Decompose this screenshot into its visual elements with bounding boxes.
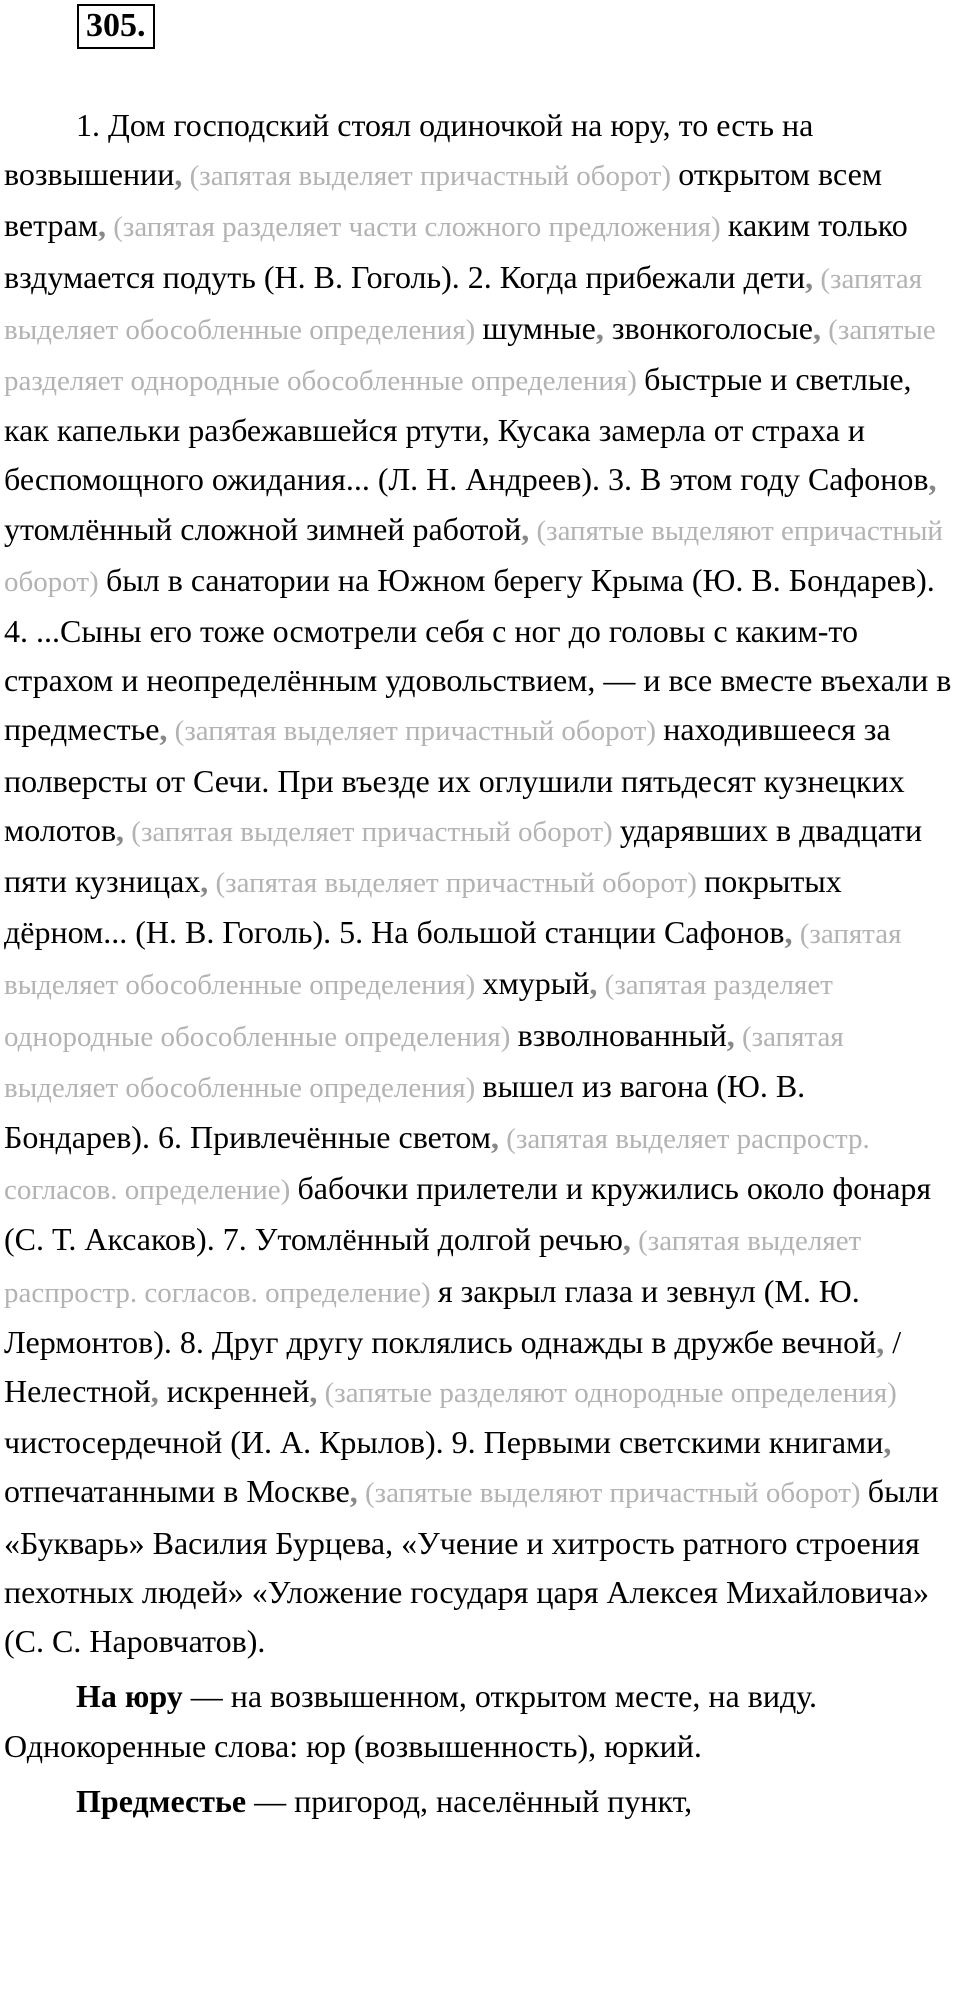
sentence-text: я закрыл глаза и зевнул (М. Ю. Лермонтов). 8. Друг другу поклялись однажды в дружбе вечной [4,1272,877,1360]
highlighted-comma: , [805,258,814,295]
punctuation-note: (запятая выделяет причастный оборот) [124,815,620,848]
highlighted-comma: , [876,1323,885,1360]
sentence-text: шумные [482,309,596,346]
punctuation-note: (запятая выделяет обособленные определения) [4,918,902,1002]
highlighted-comma: , [97,207,106,244]
sentence-text: хмурый [482,965,590,1002]
sentence-text: открытом всем ветрам [4,156,883,244]
definition-term: На юру [76,1678,183,1715]
sentence-text: были «Букварь» Василия Бурцева, «Учение и хитрость ратного строения пехотных людей» «Уложение государя царя Алексея Михайловича» (С. С. Наровчатов). [4,1473,939,1660]
sentence-text: / Нелестной [4,1323,902,1410]
sentence-text: ударявших в двадцати пяти кузницах [4,811,923,900]
definition [4,1672,954,1770]
highlighted-comma: , [928,461,937,498]
punctuation-note: (запятая выделяет обособленные определения) [4,262,923,346]
definition-text: — пригород, населённый пункт, [246,1782,693,1819]
punctuation-note: (запятая разделяет однородные обособленные определения) [4,969,833,1053]
punctuation-note: (запятая выделяет распростр. согласов. определение) [4,1123,870,1207]
punctuation-note: (запятые разделяет однородные обособленные определения) [4,313,936,398]
highlighted-comma: , [784,914,793,951]
highlighted-comma: , [309,1373,318,1410]
highlighted-comma: , [595,309,604,346]
sentence-text: искренней [158,1373,310,1410]
highlighted-comma: , [159,711,168,748]
punctuation-note: (запятые выделяют причастный оборот) [357,1477,868,1510]
highlighted-comma: , [150,1373,159,1410]
definition-text: — на возвышенном, открытом месте, на виду. Однокоренные слова: юр (возвышенность), юркий. [4,1678,818,1764]
punctuation-note: (запятая разделяет части сложного предложения) [105,211,728,244]
sentence-text: утомлённый сложной зимней работой [4,510,522,547]
sentence-text: был в санатории на Южном берегу Крыма (Ю. В. Бондарев). 4. ...Сыны его тоже осмотрели себя с ног до головы с каким-то страхом и неопределённым удовольствием, — и все вместе въехали в предместье [4,561,952,748]
highlighted-comma: , [491,1119,500,1156]
highlighted-comma: , [521,510,530,547]
sentence-text: покрытых дёрном... (Н. В. Гоголь). 5. На большой станции Сафонов [4,863,842,951]
highlighted-comma: , [116,811,125,848]
highlighted-comma: , [726,1016,735,1053]
sentence-text: вышел из вагона (Ю. В. Бондарев). 6. Привлечённые светом [4,1067,806,1156]
punctuation-note: (запятая выделяет причастный оборот) [182,160,679,193]
answer-text [4,101,954,1826]
main-paragraph [4,101,954,1666]
sentence-text: взволнованный [517,1016,727,1053]
highlighted-comma: , [200,863,209,900]
sentence-text: быстрые и светлые, как капельки разбежавшейся ртути, Кусака замерла от страха и беспомощного ожидания... (Л. Н. Андреев). 3. В этом году Сафонов [4,361,929,498]
definitions [4,1672,954,1826]
punctuation-note: (запятые выделяют епричастный оборот) [4,514,943,598]
highlighted-comma: , [622,1221,631,1258]
definition [4,1777,954,1826]
punctuation-note: (запятая выделяет обособленные определения) [4,1020,844,1104]
sentence-text: чистосердечной (И. А. Крылов). 9. Первыми светскими книгами [4,1424,884,1461]
sentence-text: находившееся за полверсты от Сечи. При въезде их оглушили пятьдесят кузнецких молотов [4,711,905,848]
sentence-text: отпечатанными в Москве [4,1473,350,1510]
sentence-text: 1. Дом господский стоял одиночкой на юру, то есть на возвышении [4,107,814,193]
sentence-text: каким только вздумается подуть (Н. В. Гоголь). 2. Когда прибежали дети [4,207,908,295]
exercise-number: 305. [77,4,155,49]
definition-term: Предместье [76,1782,247,1819]
highlighted-comma: , [174,156,183,193]
punctuation-note: (запятые разделяют однородные определения) [317,1377,897,1410]
sentence-text: бабочки прилетели и кружились около фонаря (С. Т. Аксаков). 7. Утомлённый долгой речью [4,1170,932,1258]
punctuation-note: (запятая выделяет причастный оборот) [208,867,705,900]
highlighted-comma: , [349,1473,358,1510]
punctuation-note: (запятая выделяет причастный оборот) [167,715,664,748]
highlighted-comma: , [813,309,821,346]
punctuation-note: (запятая выделяет распростр. согласов. определение) [4,1225,862,1309]
sentence-text: звонкоголосые [603,309,813,346]
highlighted-comma: , [589,965,598,1002]
highlighted-comma: , [883,1424,892,1461]
